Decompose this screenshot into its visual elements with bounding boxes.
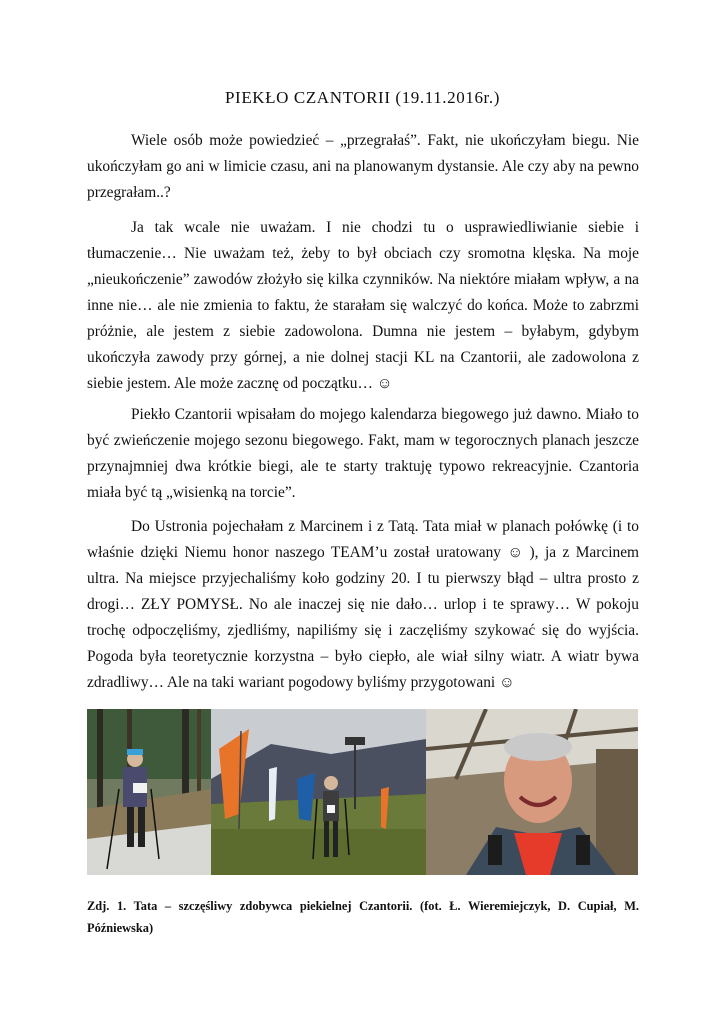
paragraph-3 [87,402,639,506]
paragraph-text: Wiele osób może powiedzieć – „przegrałaś”. Fakt, nie ukończyłam biegu. Nie ukończyłam go ani w limicie czasu, ani na planowanym dystansie. Ale czy aby na pewno przegrałam..? [87,132,639,201]
photo-runner-forest [87,709,211,875]
paragraph-4 [87,514,639,696]
paragraph-text: Piekło Czantorii wpisałam do mojego kalendarza biegowego już dawno. Miało to być zwieńczenie mojego sezonu biegowego. Fakt, mam w tegorocznych planach jeszcze przynajmniej dwa krótkie biegi, ale te starty traktuję typowo rekreacyjnie. Czantoria miała być tą „wisienką na torcie”. [87,406,639,501]
paragraph-2 [87,215,639,397]
photo-caption: Zdj. 1. Tata – szczęśliwy zdobywca piekielnej Czantorii. (fot. Ł. Wieremiejczyk, D. Cupiał, M. Późniewska) [87,899,639,935]
paragraph-text: Ja tak wcale nie uważam. I nie chodzi tu o usprawiedliwianie siebie i tłumaczenie… Nie uważam też, żeby to był obciach czy sromotna klęska. Na moje „nieukończenie” zawodów złożyło się kilka czynników. Na niektóre miałam wpływ, a na inne nie… ale nie zmienia to faktu, że starałam się walczyć do końca. Może to zabrzmi próżnie, ale jestem z siebie zadowolona. Dumna nie jestem – byłabym, gdybym ukończyła zawody przy górnej, a nie dolnej stacji KL na Czantorii, ale zadowolona z siebie jestem. Ale może zacznę od początku… ☺ [87,219,639,392]
photo-runner-portrait [426,709,638,875]
photo-finish-area [211,709,426,875]
paragraph-1 [87,128,639,206]
paragraph-text: Do Ustronia pojechałam z Marcinem i z Tatą. Tata miał w planach połówkę (i to właśnie dzięki Niemu honor naszego TEAM’u został uratowany ☺ ), ja z Marcinem ultra. Na miejsce przyjechaliśmy koło godziny 20. I tu pierwszy błąd – ultra prosto z drogi… ZŁY POMYSŁ. No ale inaczej się nie dało… urlop i te sprawy… W pokoju trochę odpoczęliśmy, zjedliśmy, napiliśmy się i zaczęliśmy szykować się do wyjścia. Pogoda była teoretycznie korzystna – było ciepło, ale wiał silny wiatr. A wiatr bywa zdradliwy… Ale na taki wariant pogodowy byliśmy przygotowani ☺ [87,518,639,691]
document-title: PIEKŁO CZANTORII (19.11.2016r.) [225,88,500,107]
